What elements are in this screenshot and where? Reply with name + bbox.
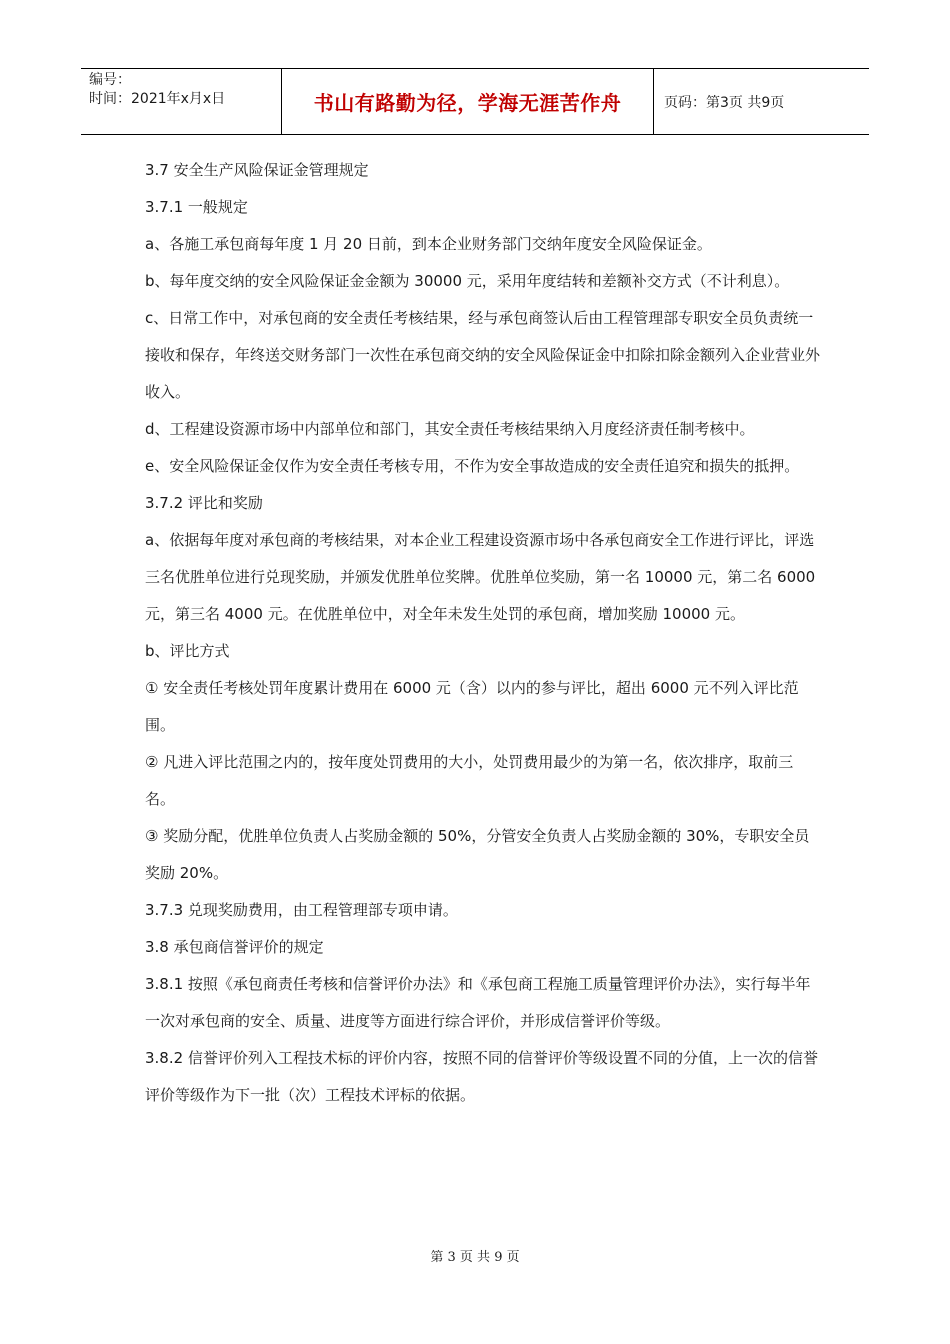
number-label: 编号： [89,72,131,88]
page-footer: 第 3 页 共 9 页 [430,1250,520,1265]
section-heading: 3.7 安全生产风险保证金管理规定 [145,161,369,179]
paragraph: 3.8.1 按照《承包商责任考核和信誉评价办法》和《承包商工程施工质量管理评价办法》，实行每半年一次对承包商的安全、质量、进度等方面进行综合评价，并形成信誉评价等级。 [145,975,811,1030]
document-header [81,68,869,135]
paragraph: d、工程建设资源市场中内部单位和部门，其安全责任考核结果纳入月度经济责任制考核中。 [145,420,755,438]
subsection-heading: 3.7.2 评比和奖励 [145,494,263,512]
document-body [145,152,820,1114]
paragraph: b、每年度交纳的安全风险保证金金额为 30000 元，采用年度结转和差额补交方式（不计利息）。 [145,272,790,290]
paragraph: ② 凡进入评比范围之内的，按年度处罚费用的大小，处罚费用最少的为第一名，依次排序，取前三名。 [145,753,794,808]
header-page-code: 页码：第3页 共9页 [664,94,785,111]
paragraph: 3.7.3 兑现奖励费用，由工程管理部专项申请。 [145,901,458,919]
paragraph: e、安全风险保证金仅作为安全责任考核专用，不作为安全事故造成的安全责任追究和损失的抵押。 [145,457,800,475]
paragraph: a、依据每年度对承包商的考核结果，对本企业工程建设资源市场中各承包商安全工作进行评比，评选三名优胜单位进行兑现奖励，并颁发优胜单位奖牌。优胜单位奖励，第一名 10000 元，第二名 6000 元，第三名 4000 元。在优胜单位中，对全年未发生处罚的承包商，增加奖励 10000 元。 [145,531,816,623]
header-meta-cell [81,69,282,134]
section-heading: 3.8 承包商信誉评价的规定 [145,938,324,956]
paragraph: ③ 奖励分配，优胜单位负责人占奖励金额的 50%，分管安全负责人占奖励金额的 30%，专职安全员奖励 20%。 [145,827,810,882]
paragraph: c、日常工作中，对承包商的安全责任考核结果，经与承包商签认后由工程管理部专职安全员负责统一接收和保存，年终送交财务部门一次性在承包商交纳的安全风险保证金中扣除扣除金额列入企业营业外收入。 [145,309,821,401]
paragraph: ① 安全责任考核处罚年度累计费用在 6000 元（含）以内的参与评比，超出 6000 元不列入评比范围。 [145,679,799,734]
header-motto: 书山有路勤为径，学海无涯苦作舟 [282,69,654,134]
time-label: 时间：2021年x月x日 [89,91,226,107]
paragraph: a、各施工承包商每年度 1 月 20 日前，到本企业财务部门交纳年度安全风险保证金。 [145,235,712,253]
paragraph: b、评比方式 [145,642,230,660]
subsection-heading: 3.7.1 一般规定 [145,198,248,216]
paragraph: 3.8.2 信誉评价列入工程技术标的评价内容，按照不同的信誉评价等级设置不同的分值，上一次的信誉评价等级作为下一批（次）工程技术评标的依据。 [145,1049,818,1104]
